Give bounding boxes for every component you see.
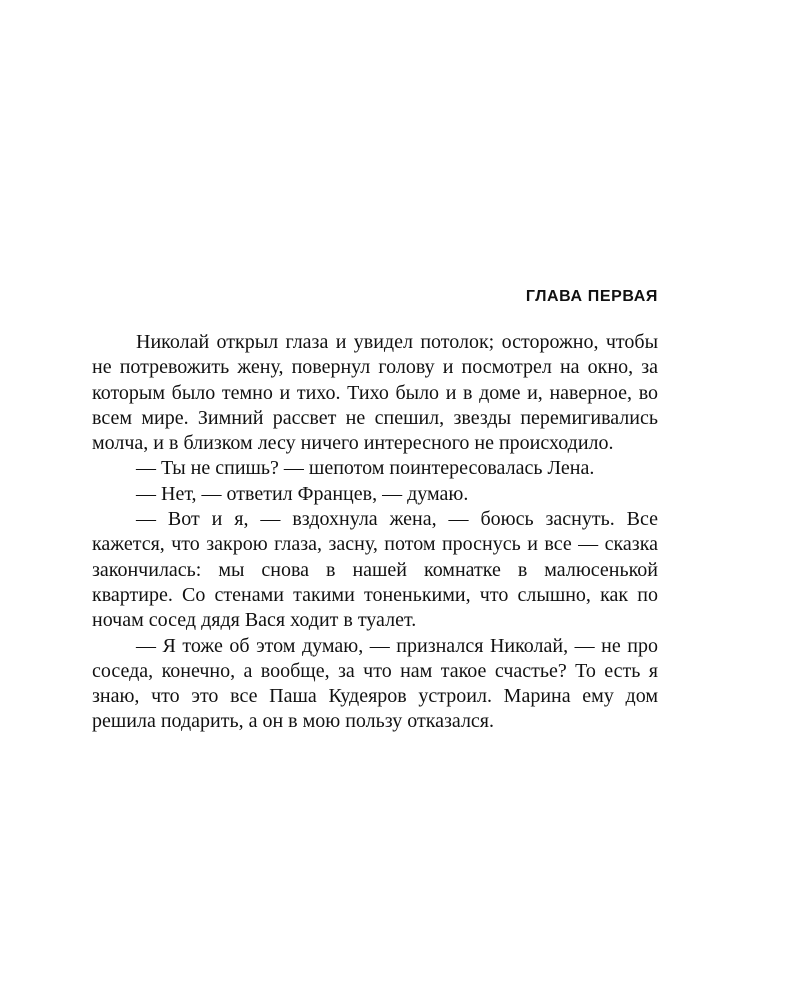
chapter-title: ГЛАВА ПЕРВАЯ [525,288,658,305]
paragraph: Николай открыл глаза и увидел потолок; осторожно, чтобы не потревожить жену, повернул голову и посмотрел на окно, за которым было темно и тихо. Тихо было и в доме и, наверное, во всем мире. Зимний рассвет не спешил, звезды перемигивались молча, и в близком лесу ничего интересного не происходило. [92,331,658,455]
paragraph: — Вот и я, — вздохнула жена, — боюсь заснуть. Все кажется, что закрою глаза, засну, потом проснусь и все — сказка закончилась: мы снова в нашей комнатке в малюсенькой квартире. Со стенами такими тоненькими, что слышно, как по ночам сосед дядя Вася ходит в туалет. [92,508,658,632]
paragraph: — Я тоже об этом думаю, — признался Николай, — не про соседа, конечно, а вообще, за что нам такое счастье? То есть я знаю, что это все Паша Кудеяров устроил. Марина ему дом решила подарить, а он в мою пользу отказался. [92,634,658,733]
paragraph: — Нет, — ответил Францев, — думаю. [136,482,469,505]
chapter-text [92,330,658,735]
paragraph: — Ты не спишь? — шепотом поинтересовалась Лена. [136,457,595,480]
